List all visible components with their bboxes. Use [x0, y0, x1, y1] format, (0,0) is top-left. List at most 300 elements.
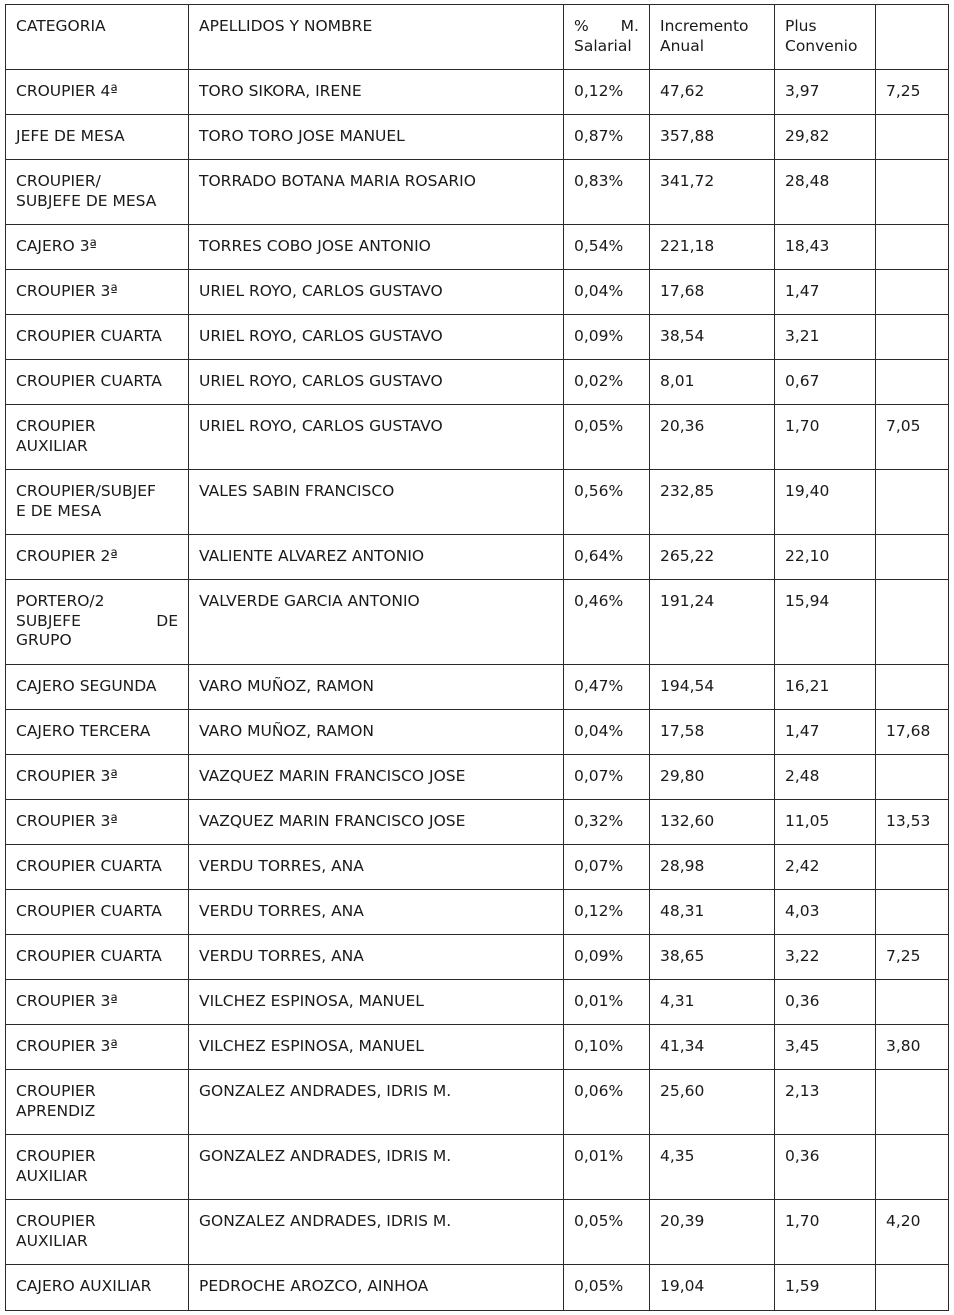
categoria-line: CAJERO AUXILIAR: [16, 1277, 152, 1295]
categoria-line: PORTERO/2: [16, 592, 105, 610]
table-row: [6, 115, 949, 160]
cell-extra-value: 3,80: [886, 1037, 921, 1055]
cell-incremento: [650, 115, 775, 160]
cell-plus: [775, 665, 876, 710]
cell-salarial-value: 0,09%: [574, 947, 624, 965]
cell-nombre: [189, 405, 564, 470]
cell-incremento-value: 191,24: [660, 592, 715, 610]
cell-incremento: [650, 315, 775, 360]
header-categoria-label: CATEGORIA: [16, 17, 106, 35]
cell-nombre-value: TORO SIKORA, IRENE: [199, 82, 362, 100]
cell-salarial-value: 0,46%: [574, 592, 624, 610]
cell-nombre-value: VAZQUEZ MARIN FRANCISCO JOSE: [199, 767, 466, 785]
cell-nombre: [189, 270, 564, 315]
cell-extra-value: 17,68: [886, 722, 931, 740]
categoria-line: CROUPIER 2ª: [16, 547, 118, 565]
table-row: [6, 1025, 949, 1070]
table-row: [6, 405, 949, 470]
cell-nombre: [189, 70, 564, 115]
cell-incremento-value: 19,04: [660, 1277, 705, 1295]
cell-salarial-value: 0,12%: [574, 902, 624, 920]
cell-extra-value: 13,53: [886, 812, 931, 830]
cell-extra: [876, 225, 949, 270]
cell-categoria: [6, 70, 189, 115]
categoria-line: CROUPIER: [16, 417, 96, 435]
cell-extra: [876, 935, 949, 980]
cell-nombre: [189, 360, 564, 405]
cell-salarial-value: 0,32%: [574, 812, 624, 830]
cell-nombre: [189, 845, 564, 890]
cell-nombre: [189, 935, 564, 980]
cell-incremento-value: 232,85: [660, 482, 715, 500]
cell-salarial-value: 0,54%: [574, 237, 624, 255]
cell-salarial: [564, 580, 650, 665]
categoria-line: CAJERO 3ª: [16, 237, 97, 255]
cell-incremento-value: 38,65: [660, 947, 705, 965]
cell-incremento-value: 47,62: [660, 82, 705, 100]
cell-salarial: [564, 360, 650, 405]
cell-incremento-value: 20,36: [660, 417, 705, 435]
header-categoria: [6, 5, 189, 70]
cell-incremento: [650, 1200, 775, 1265]
cell-extra: [876, 1025, 949, 1070]
cell-plus: [775, 270, 876, 315]
cell-extra: [876, 405, 949, 470]
cell-nombre: [189, 470, 564, 535]
categoria-line: CROUPIER 3ª: [16, 812, 118, 830]
cell-plus-value: 29,82: [785, 127, 830, 145]
table-row: [6, 710, 949, 755]
cell-incremento: [650, 360, 775, 405]
table-row: [6, 470, 949, 535]
salary-table: [5, 4, 949, 1311]
cell-plus: [775, 315, 876, 360]
cell-extra: [876, 1135, 949, 1200]
cell-incremento-value: 29,80: [660, 767, 705, 785]
cell-salarial: [564, 890, 650, 935]
cell-salarial-value: 0,09%: [574, 327, 624, 345]
categoria-line: CROUPIER 3ª: [16, 1037, 118, 1055]
cell-plus: [775, 535, 876, 580]
header-salarial-line2: Salarial: [574, 36, 632, 55]
cell-salarial: [564, 755, 650, 800]
cell-salarial-value: 0,10%: [574, 1037, 624, 1055]
cell-nombre-value: GONZALEZ ANDRADES, IDRIS M.: [199, 1212, 452, 1230]
cell-extra: [876, 1070, 949, 1135]
cell-salarial-value: 0,07%: [574, 767, 624, 785]
cell-nombre-value: URIEL ROYO, CARLOS GUSTAVO: [199, 282, 443, 300]
table-row: [6, 160, 949, 225]
cell-plus-value: 3,22: [785, 947, 820, 965]
cell-salarial: [564, 315, 650, 360]
cell-incremento-value: 8,01: [660, 372, 695, 390]
header-incremento-line2: Anual: [660, 36, 705, 55]
cell-salarial-value: 0,05%: [574, 1277, 624, 1295]
cell-nombre-value: VERDU TORRES, ANA: [199, 947, 364, 965]
categoria-line: CROUPIER: [16, 1147, 96, 1165]
cell-nombre: [189, 1135, 564, 1200]
cell-extra: [876, 710, 949, 755]
table-row: [6, 360, 949, 405]
cell-plus: [775, 755, 876, 800]
cell-categoria: [6, 470, 189, 535]
cell-nombre-value: GONZALEZ ANDRADES, IDRIS M.: [199, 1082, 452, 1100]
cell-plus: [775, 360, 876, 405]
categoria-line: SUBJEFE DE: [16, 611, 178, 630]
categoria-line: APRENDIZ: [16, 1101, 96, 1120]
cell-incremento-value: 265,22: [660, 547, 715, 565]
categoria-line: CROUPIER CUARTA: [16, 372, 162, 390]
cell-extra-value: 4,20: [886, 1212, 921, 1230]
cell-plus: [775, 405, 876, 470]
cell-plus-value: 28,48: [785, 172, 830, 190]
cell-nombre-value: URIEL ROYO, CARLOS GUSTAVO: [199, 417, 443, 435]
cell-nombre: [189, 980, 564, 1025]
cell-incremento: [650, 710, 775, 755]
cell-categoria: [6, 935, 189, 980]
table-row: [6, 580, 949, 665]
table-row: [6, 1200, 949, 1265]
cell-incremento-value: 41,34: [660, 1037, 705, 1055]
cell-nombre-value: VALES SABIN FRANCISCO: [199, 482, 395, 500]
cell-salarial: [564, 665, 650, 710]
cell-categoria: [6, 980, 189, 1025]
cell-extra: [876, 360, 949, 405]
cell-categoria: [6, 405, 189, 470]
cell-extra: [876, 160, 949, 225]
cell-extra: [876, 845, 949, 890]
cell-extra: [876, 755, 949, 800]
cell-plus-value: 2,42: [785, 857, 820, 875]
cell-incremento-value: 38,54: [660, 327, 705, 345]
categoria-line: CROUPIER/: [16, 172, 101, 190]
cell-nombre: [189, 710, 564, 755]
cell-incremento: [650, 270, 775, 315]
table-row: [6, 1265, 949, 1311]
table-row: [6, 755, 949, 800]
cell-salarial: [564, 225, 650, 270]
categoria-line: JEFE DE MESA: [16, 127, 125, 145]
cell-extra: [876, 800, 949, 845]
header-extra: [876, 5, 949, 70]
cell-incremento-value: 357,88: [660, 127, 715, 145]
cell-extra: [876, 70, 949, 115]
cell-salarial: [564, 845, 650, 890]
categoria-line: AUXILIAR: [16, 436, 88, 455]
cell-plus: [775, 115, 876, 160]
cell-nombre-value: URIEL ROYO, CARLOS GUSTAVO: [199, 372, 443, 390]
cell-nombre: [189, 755, 564, 800]
cell-salarial: [564, 1265, 650, 1311]
categoria-line: CROUPIER CUARTA: [16, 902, 162, 920]
cell-incremento: [650, 1025, 775, 1070]
cell-plus-value: 11,05: [785, 812, 830, 830]
cell-plus-value: 0,36: [785, 992, 820, 1010]
cell-salarial: [564, 535, 650, 580]
cell-nombre-value: VARO MUÑOZ, RAMON: [199, 722, 375, 740]
cell-salarial-value: 0,05%: [574, 1212, 624, 1230]
cell-plus: [775, 710, 876, 755]
header-incremento-line1: Incremento: [660, 17, 749, 35]
cell-plus: [775, 935, 876, 980]
cell-nombre: [189, 115, 564, 160]
cell-salarial: [564, 800, 650, 845]
cell-nombre-value: VALVERDE GARCIA ANTONIO: [199, 592, 420, 610]
cell-categoria: [6, 315, 189, 360]
cell-categoria: [6, 270, 189, 315]
cell-salarial-value: 0,83%: [574, 172, 624, 190]
cell-incremento: [650, 470, 775, 535]
header-plus-line1: Plus: [785, 17, 817, 35]
cell-nombre: [189, 665, 564, 710]
cell-incremento: [650, 1265, 775, 1311]
categoria-line: SUBJEFE DE MESA: [16, 191, 157, 210]
cell-categoria: [6, 1200, 189, 1265]
cell-salarial: [564, 470, 650, 535]
categoria-line: CAJERO SEGUNDA: [16, 677, 157, 695]
cell-extra: [876, 1200, 949, 1265]
cell-salarial: [564, 1135, 650, 1200]
cell-categoria: [6, 360, 189, 405]
cell-plus-value: 1,47: [785, 282, 820, 300]
cell-nombre: [189, 225, 564, 270]
categoria-line: CROUPIER 3ª: [16, 767, 118, 785]
table-row: [6, 70, 949, 115]
cell-nombre: [189, 580, 564, 665]
cell-plus: [775, 1070, 876, 1135]
header-row: [6, 5, 949, 70]
header-plus-line2: Convenio: [785, 36, 858, 55]
table-row: [6, 1135, 949, 1200]
cell-nombre-value: VILCHEZ ESPINOSA, MANUEL: [199, 992, 424, 1010]
cell-salarial-value: 0,06%: [574, 1082, 624, 1100]
table-row: [6, 935, 949, 980]
categoria-line: AUXILIAR: [16, 1166, 88, 1185]
cell-salarial-value: 0,02%: [574, 372, 624, 390]
cell-plus-value: 0,36: [785, 1147, 820, 1165]
cell-incremento-value: 17,68: [660, 282, 705, 300]
cell-salarial: [564, 115, 650, 160]
cell-salarial: [564, 980, 650, 1025]
cell-plus: [775, 800, 876, 845]
header-nombre: [189, 5, 564, 70]
table-body: [6, 70, 949, 1311]
cell-incremento-value: 132,60: [660, 812, 715, 830]
cell-incremento-value: 4,31: [660, 992, 695, 1010]
cell-incremento-value: 17,58: [660, 722, 705, 740]
table-row: [6, 665, 949, 710]
table-row: [6, 980, 949, 1025]
cell-plus-value: 1,70: [785, 417, 820, 435]
cell-plus: [775, 1135, 876, 1200]
categoria-line: AUXILIAR: [16, 1231, 88, 1250]
cell-incremento: [650, 580, 775, 665]
cell-plus: [775, 980, 876, 1025]
cell-nombre-value: VERDU TORRES, ANA: [199, 857, 364, 875]
cell-extra: [876, 535, 949, 580]
cell-salarial-value: 0,56%: [574, 482, 624, 500]
cell-plus: [775, 70, 876, 115]
cell-plus-value: 22,10: [785, 547, 830, 565]
header-plus: [775, 5, 876, 70]
cell-nombre-value: TORO TORO JOSE MANUEL: [199, 127, 405, 145]
cell-salarial: [564, 1025, 650, 1070]
cell-nombre-value: TORRADO BOTANA MARIA ROSARIO: [199, 172, 476, 190]
cell-incremento: [650, 1070, 775, 1135]
cell-incremento: [650, 800, 775, 845]
cell-incremento: [650, 160, 775, 225]
categoria-line: E DE MESA: [16, 501, 102, 520]
cell-plus-value: 1,59: [785, 1277, 820, 1295]
categoria-line: CROUPIER 3ª: [16, 992, 118, 1010]
cell-extra-value: 7,25: [886, 947, 921, 965]
cell-categoria: [6, 890, 189, 935]
cell-nombre-value: URIEL ROYO, CARLOS GUSTAVO: [199, 327, 443, 345]
cell-extra: [876, 115, 949, 160]
cell-salarial-value: 0,05%: [574, 417, 624, 435]
cell-plus: [775, 225, 876, 270]
table-row: [6, 845, 949, 890]
cell-salarial-value: 0,04%: [574, 282, 624, 300]
cell-plus-value: 3,45: [785, 1037, 820, 1055]
cell-categoria: [6, 800, 189, 845]
cell-salarial-value: 0,64%: [574, 547, 624, 565]
cell-nombre: [189, 1200, 564, 1265]
cell-incremento: [650, 935, 775, 980]
cell-categoria: [6, 535, 189, 580]
cell-nombre-value: VILCHEZ ESPINOSA, MANUEL: [199, 1037, 424, 1055]
cell-incremento-value: 25,60: [660, 1082, 705, 1100]
cell-salarial: [564, 70, 650, 115]
cell-extra: [876, 665, 949, 710]
cell-extra: [876, 890, 949, 935]
cell-incremento-value: 28,98: [660, 857, 705, 875]
cell-plus: [775, 1200, 876, 1265]
cell-categoria: [6, 160, 189, 225]
table-row: [6, 225, 949, 270]
cell-categoria: [6, 1135, 189, 1200]
cell-extra: [876, 270, 949, 315]
cell-plus-value: 16,21: [785, 677, 830, 695]
cell-plus-value: 18,43: [785, 237, 830, 255]
cell-extra: [876, 470, 949, 535]
cell-incremento: [650, 845, 775, 890]
table-row: [6, 800, 949, 845]
cell-nombre: [189, 535, 564, 580]
categoria-line: CROUPIER 3ª: [16, 282, 118, 300]
table-row: [6, 270, 949, 315]
categoria-line: CROUPIER 4ª: [16, 82, 118, 100]
cell-incremento: [650, 70, 775, 115]
cell-salarial: [564, 160, 650, 225]
categoria-line: CROUPIER CUARTA: [16, 947, 162, 965]
categoria-line: CROUPIER/SUBJEF: [16, 482, 156, 500]
cell-plus-value: 3,97: [785, 82, 820, 100]
cell-salarial-value: 0,12%: [574, 82, 624, 100]
cell-nombre-value: TORRES COBO JOSE ANTONIO: [199, 237, 431, 255]
cell-nombre-value: VALIENTE ALVAREZ ANTONIO: [199, 547, 425, 565]
cell-plus-value: 19,40: [785, 482, 830, 500]
cell-categoria: [6, 580, 189, 665]
cell-salarial-value: 0,04%: [574, 722, 624, 740]
cell-incremento: [650, 980, 775, 1025]
cell-salarial: [564, 1200, 650, 1265]
cell-nombre: [189, 1070, 564, 1135]
cell-plus: [775, 580, 876, 665]
cell-salarial: [564, 935, 650, 980]
table-row: [6, 890, 949, 935]
cell-extra-value: 7,25: [886, 82, 921, 100]
cell-categoria: [6, 1265, 189, 1311]
cell-extra: [876, 580, 949, 665]
cell-salarial: [564, 710, 650, 755]
cell-plus-value: 15,94: [785, 592, 830, 610]
cell-plus-value: 1,70: [785, 1212, 820, 1230]
categoria-line: CAJERO TERCERA: [16, 722, 151, 740]
categoria-line: GRUPO: [16, 631, 72, 650]
categoria-line: CROUPIER: [16, 1082, 96, 1100]
cell-nombre: [189, 315, 564, 360]
cell-nombre-value: VAZQUEZ MARIN FRANCISCO JOSE: [199, 812, 466, 830]
cell-salarial-value: 0,01%: [574, 992, 624, 1010]
cell-incremento-value: 194,54: [660, 677, 715, 695]
cell-nombre-value: VERDU TORRES, ANA: [199, 902, 364, 920]
cell-extra: [876, 980, 949, 1025]
cell-nombre: [189, 1265, 564, 1311]
cell-categoria: [6, 710, 189, 755]
cell-nombre-value: GONZALEZ ANDRADES, IDRIS M.: [199, 1147, 452, 1165]
table-row: [6, 315, 949, 360]
cell-incremento: [650, 665, 775, 710]
categoria-line: CROUPIER: [16, 1212, 96, 1230]
cell-salarial-value: 0,87%: [574, 127, 624, 145]
cell-plus: [775, 845, 876, 890]
table-row: [6, 535, 949, 580]
cell-extra: [876, 1265, 949, 1311]
cell-plus-value: 4,03: [785, 902, 820, 920]
cell-categoria: [6, 1025, 189, 1070]
cell-incremento-value: 20,39: [660, 1212, 705, 1230]
cell-nombre-value: VARO MUÑOZ, RAMON: [199, 677, 375, 695]
cell-salarial-value: 0,07%: [574, 857, 624, 875]
header-nombre-label: APELLIDOS Y NOMBRE: [199, 17, 373, 35]
cell-plus-value: 2,13: [785, 1082, 820, 1100]
cell-nombre: [189, 800, 564, 845]
header-salarial: [564, 5, 650, 70]
cell-incremento: [650, 225, 775, 270]
cell-salarial: [564, 405, 650, 470]
cell-incremento: [650, 890, 775, 935]
header-incremento: [650, 5, 775, 70]
categoria-line: CROUPIER CUARTA: [16, 327, 162, 345]
cell-plus-value: 3,21: [785, 327, 820, 345]
cell-nombre-value: PEDROCHE AROZCO, AINHOA: [199, 1277, 429, 1295]
cell-categoria: [6, 755, 189, 800]
cell-nombre: [189, 160, 564, 225]
cell-nombre: [189, 890, 564, 935]
cell-plus: [775, 890, 876, 935]
cell-incremento-value: 48,31: [660, 902, 705, 920]
cell-salarial-value: 0,47%: [574, 677, 624, 695]
cell-plus-value: 2,48: [785, 767, 820, 785]
cell-salarial: [564, 1070, 650, 1135]
cell-plus: [775, 470, 876, 535]
cell-incremento: [650, 1135, 775, 1200]
cell-categoria: [6, 225, 189, 270]
cell-plus-value: 0,67: [785, 372, 820, 390]
cell-plus: [775, 160, 876, 225]
cell-categoria: [6, 845, 189, 890]
